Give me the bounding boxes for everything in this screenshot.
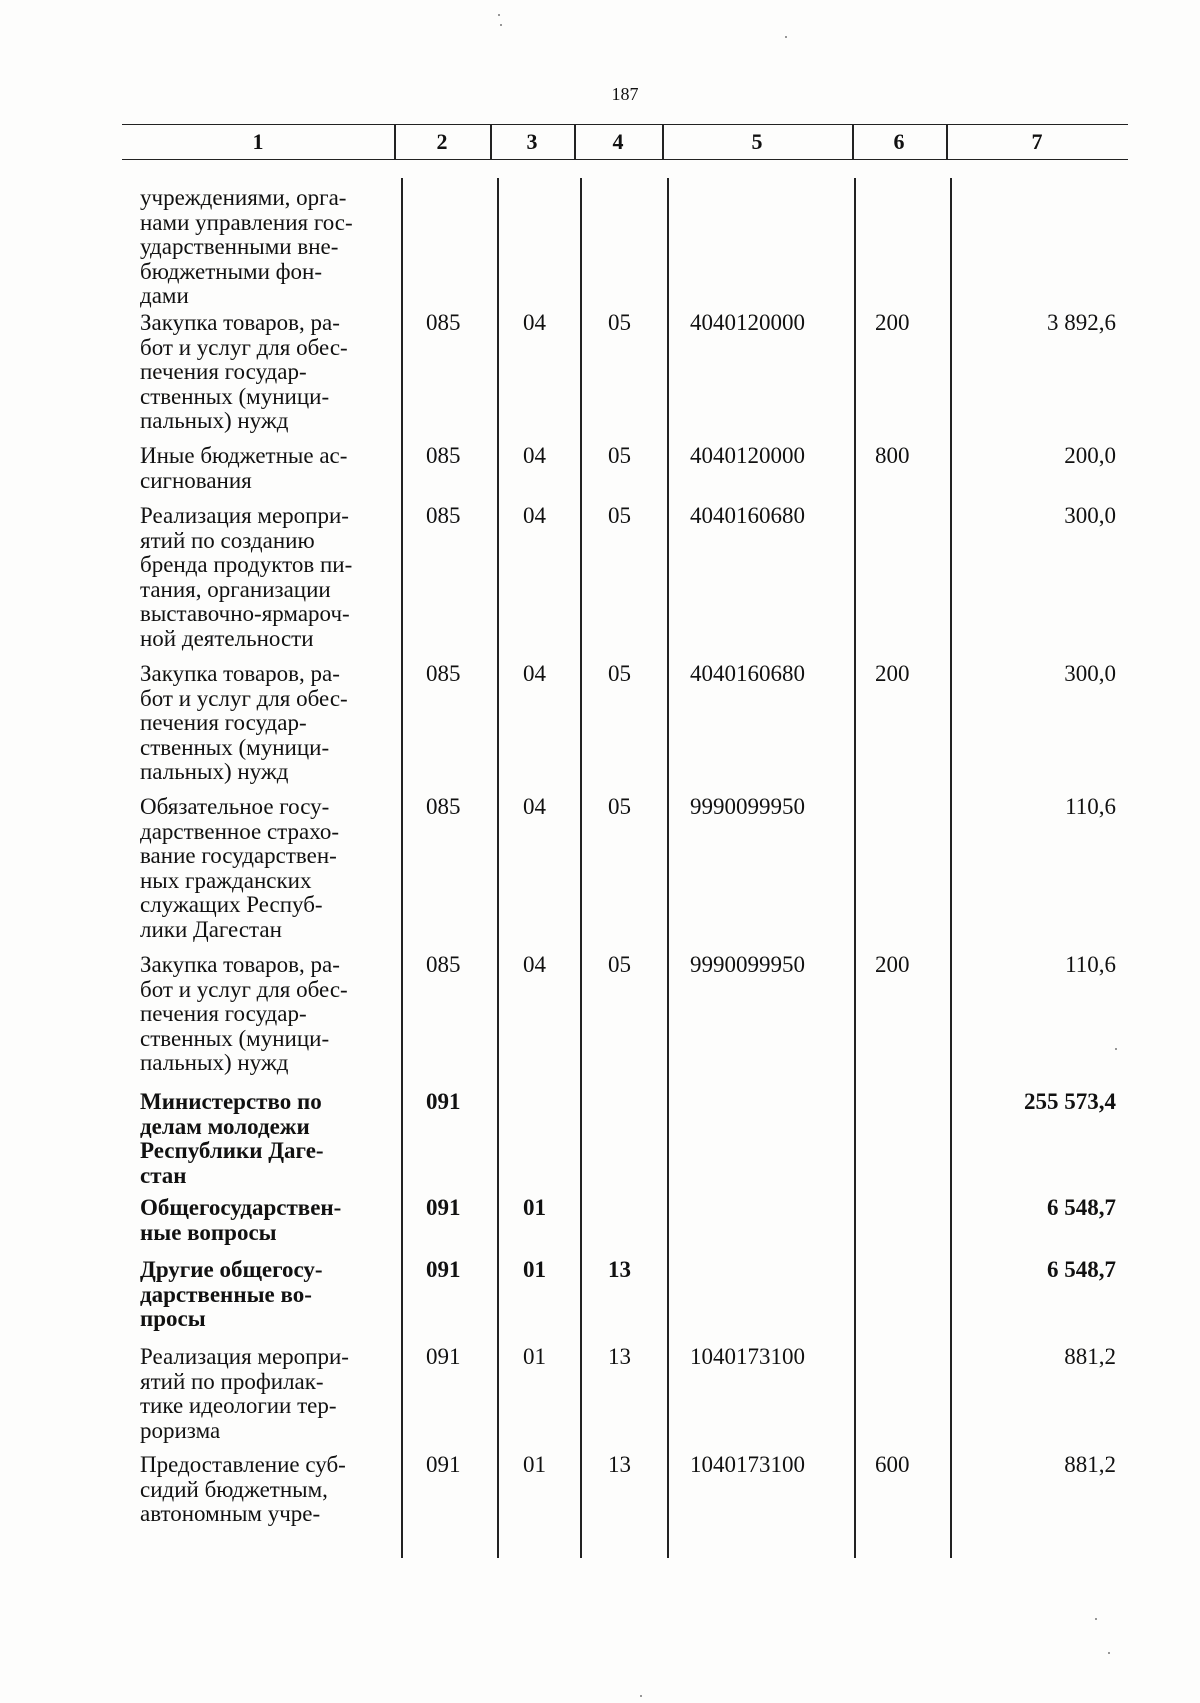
description-line: просы — [140, 1306, 206, 1331]
description-line: ударственными вне- — [140, 234, 339, 259]
code-ministry: 085 — [426, 503, 461, 528]
description-line: пальных) нужд — [140, 759, 289, 784]
header-divider — [946, 124, 948, 159]
description-line: дарственные во- — [140, 1281, 312, 1307]
description-line: выставочно-ярмароч- — [140, 601, 350, 626]
description-line: ятий по профилак- — [140, 1368, 324, 1394]
description-line: Общегосударствен- — [140, 1195, 342, 1220]
description-line: Закупка товаров, ра- — [140, 952, 340, 977]
code-section: 01 — [523, 1257, 546, 1282]
description-line: печения государ- — [140, 1001, 307, 1026]
scan-speck — [1115, 1048, 1117, 1050]
description-line: ственных (муници- — [140, 1025, 330, 1051]
header-col-4: 4 — [612, 129, 624, 154]
code-section: 01 — [523, 1344, 546, 1369]
description-line: Республики Даге- — [140, 1138, 324, 1163]
code-target-article: 9990099950 — [690, 794, 805, 819]
amount: 881,2 — [1064, 1452, 1116, 1477]
code-target-article: 9990099950 — [690, 952, 805, 977]
code-ministry: 085 — [426, 952, 461, 977]
amount: 300,0 — [1064, 661, 1116, 686]
code-subsection: 05 — [608, 952, 631, 977]
description-line: тике идеологии тер- — [140, 1393, 337, 1418]
description-line: пальных) нужд — [140, 408, 289, 433]
code-subsection: 05 — [608, 661, 631, 686]
description-line: лики Дагестан — [140, 916, 282, 942]
scan-speck — [498, 14, 500, 16]
header-col-5: 5 — [751, 129, 763, 154]
header-col-1: 1 — [252, 129, 264, 154]
header-divider — [490, 124, 492, 159]
code-section: 04 — [523, 794, 546, 819]
description-line: бот и услуг для обес- — [140, 334, 348, 360]
scan-speck — [640, 1695, 642, 1697]
description-line: делам молодежи — [140, 1113, 310, 1139]
code-section: 01 — [523, 1452, 546, 1477]
column-divider — [497, 178, 499, 1558]
header-divider — [852, 124, 854, 159]
description-line: бот и услуг для обес- — [140, 976, 348, 1002]
description-line: ные вопросы — [140, 1219, 277, 1245]
code-target-article: 4040160680 — [690, 503, 805, 528]
description-line: ятий по созданию — [140, 527, 315, 553]
description-line: бренда продуктов пи- — [140, 552, 353, 577]
header-col-2: 2 — [436, 129, 448, 154]
row-description — [140, 1196, 392, 1245]
description-line: учреждениями, орга- — [140, 185, 347, 210]
code-section: 04 — [523, 661, 546, 686]
header-col-3: 3 — [526, 129, 538, 154]
amount: 881,2 — [1064, 1344, 1116, 1369]
page-number: 187 — [611, 84, 639, 104]
header-divider — [394, 124, 396, 159]
code-ministry: 091 — [426, 1344, 461, 1369]
row-description — [140, 504, 392, 651]
description-line: печения государ- — [140, 359, 307, 384]
column-divider — [950, 178, 952, 1558]
code-ministry: 091 — [426, 1089, 461, 1114]
column-divider — [401, 178, 403, 1558]
header-divider — [574, 124, 576, 159]
description-line: Министерство по — [140, 1089, 322, 1114]
description-line: пальных) нужд — [140, 1050, 289, 1075]
header-divider — [662, 124, 664, 159]
description-line: Иные бюджетные ас- — [140, 443, 348, 468]
code-subsection: 05 — [608, 794, 631, 819]
amount: 300,0 — [1064, 503, 1116, 528]
description-line: Обязательное госу- — [140, 794, 330, 819]
description-line: вание государствен- — [140, 843, 337, 868]
header-col-6: 6 — [893, 129, 905, 154]
amount: 6 548,7 — [1047, 1195, 1116, 1220]
description-line: Закупка товаров, ра- — [140, 661, 340, 686]
description-line: дарственное страхо- — [140, 818, 339, 844]
code-ministry: 091 — [426, 1257, 461, 1282]
code-expense-type: 800 — [875, 443, 910, 468]
code-subsection: 13 — [608, 1344, 631, 1369]
scan-speck — [500, 24, 502, 26]
code-ministry: 085 — [426, 443, 461, 468]
code-section: 04 — [523, 443, 546, 468]
scan-speck — [1108, 1652, 1110, 1654]
description-line: автономным учре- — [140, 1501, 321, 1526]
code-ministry: 091 — [426, 1195, 461, 1220]
code-target-article: 4040160680 — [690, 661, 805, 686]
table-header — [122, 124, 1128, 160]
code-target-article: 1040173100 — [690, 1452, 805, 1477]
amount: 110,6 — [1065, 794, 1116, 819]
description-line: ственных (муници- — [140, 734, 330, 760]
row-description — [140, 311, 392, 434]
code-subsection: 05 — [608, 443, 631, 468]
row-description — [140, 1258, 392, 1332]
code-section: 01 — [523, 1195, 546, 1220]
description-line: роризма — [140, 1417, 221, 1443]
code-target-article: 4040120000 — [690, 310, 805, 335]
amount: 6 548,7 — [1047, 1257, 1116, 1282]
code-ministry: 085 — [426, 310, 461, 335]
code-subsection: 05 — [608, 310, 631, 335]
code-expense-type: 600 — [875, 1452, 910, 1477]
description-line: нами управления гос- — [140, 209, 353, 235]
row-description — [140, 1453, 392, 1527]
column-divider — [667, 178, 669, 1558]
column-divider — [580, 178, 582, 1558]
row-description — [140, 662, 392, 785]
amount: 255 573,4 — [1024, 1089, 1116, 1114]
description-line: сидий бюджетным, — [140, 1476, 328, 1502]
code-expense-type: 200 — [875, 661, 910, 686]
description-line: Закупка товаров, ра- — [140, 310, 340, 335]
description-line: ной деятельности — [140, 625, 314, 651]
row-description — [140, 953, 392, 1076]
code-target-article: 4040120000 — [690, 443, 805, 468]
description-line: Реализация меропри- — [140, 503, 349, 528]
column-divider — [854, 178, 856, 1558]
code-ministry: 091 — [426, 1452, 461, 1477]
description-line: сигнования — [140, 467, 252, 493]
description-line: дами — [140, 283, 189, 308]
description-line: тания, организации — [140, 576, 331, 602]
scan-speck — [1095, 1618, 1097, 1620]
code-subsection: 13 — [608, 1452, 631, 1477]
code-target-article: 1040173100 — [690, 1344, 805, 1369]
description-line: ных гражданских — [140, 867, 312, 893]
amount: 110,6 — [1065, 952, 1116, 977]
description-line: ственных (муници- — [140, 383, 330, 409]
code-ministry: 085 — [426, 661, 461, 686]
description-line: Предоставление суб- — [140, 1452, 346, 1477]
code-expense-type: 200 — [875, 310, 910, 335]
code-expense-type: 200 — [875, 952, 910, 977]
description-line: стан — [140, 1162, 187, 1188]
amount: 200,0 — [1064, 443, 1116, 468]
row-description — [140, 186, 392, 309]
header-col-7: 7 — [1031, 129, 1043, 154]
description-line: печения государ- — [140, 710, 307, 735]
code-ministry: 085 — [426, 794, 461, 819]
code-subsection: 05 — [608, 503, 631, 528]
row-description — [140, 444, 392, 493]
code-section: 04 — [523, 952, 546, 977]
code-section: 04 — [523, 503, 546, 528]
description-line: Другие общегосу- — [140, 1257, 323, 1282]
description-line: бот и услуг для обес- — [140, 685, 348, 711]
scan-speck — [785, 36, 787, 38]
row-description — [140, 1345, 392, 1443]
description-line: бюджетными фон- — [140, 258, 323, 284]
row-description — [140, 1090, 392, 1188]
amount: 3 892,6 — [1047, 310, 1116, 335]
row-description — [140, 795, 392, 942]
code-subsection: 13 — [608, 1257, 631, 1282]
description-line: служащих Респуб- — [140, 892, 323, 917]
code-section: 04 — [523, 310, 546, 335]
description-line: Реализация меропри- — [140, 1344, 349, 1369]
